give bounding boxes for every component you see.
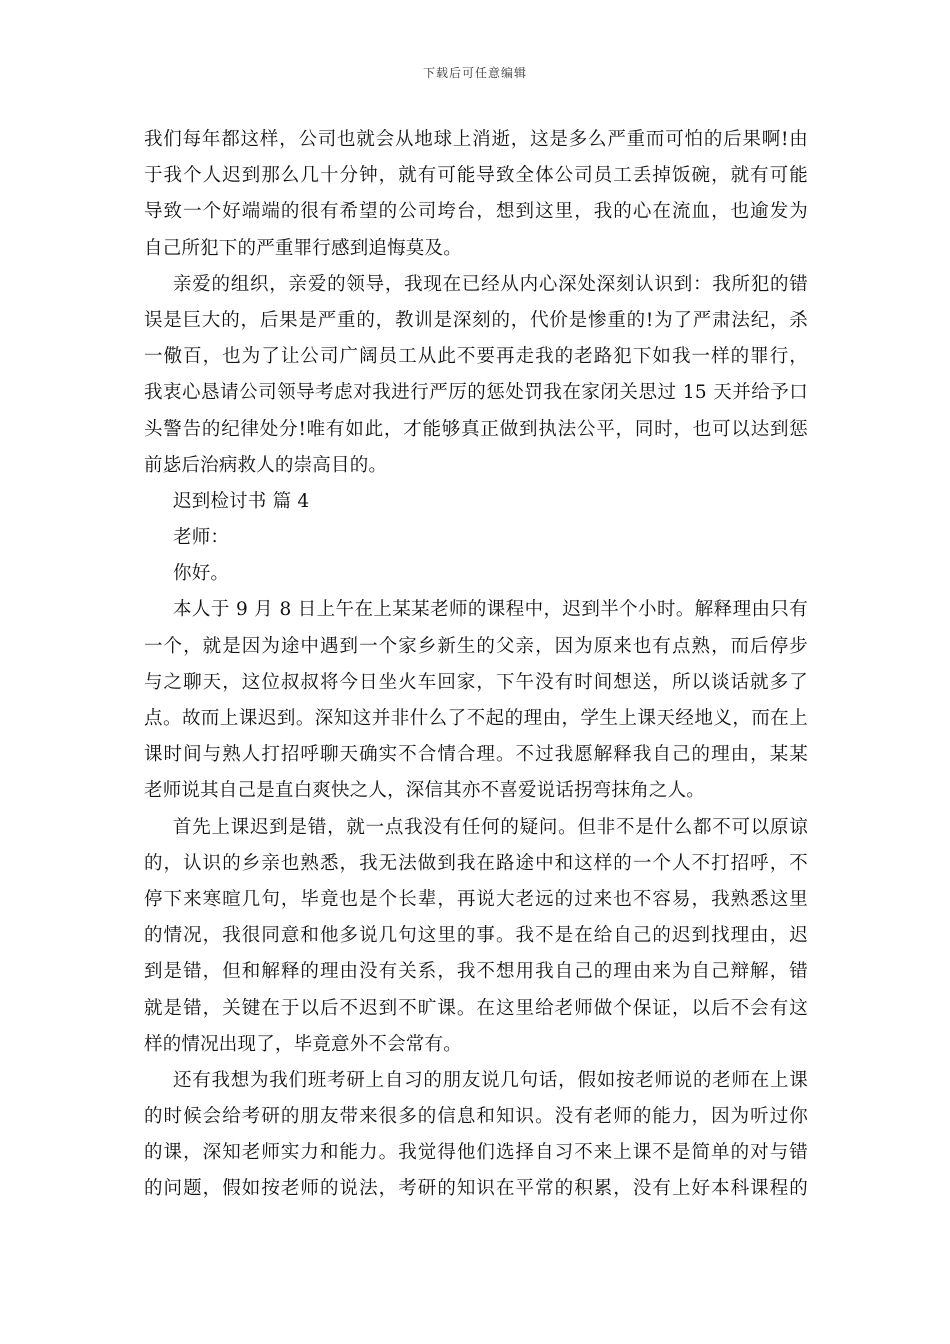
text-line: 与之聊天，这位叔叔将今日坐火车回家，下午没有时间想送，所以谈话就多了	[144, 671, 808, 693]
text-line: 课时间与熟人打招呼聊天确实不合情合理。不过我愿解释我自己的理由，某某	[144, 744, 808, 766]
text-line: 老师说其自己是直白爽快之人，深信其亦不喜爱说话拐弯抹角之人。	[144, 780, 706, 802]
text-line: 的时候会给考研的朋友带来很多的信息和知识。没有老师的能力，因为听过你	[144, 1106, 808, 1128]
paragraph	[144, 592, 808, 809]
greeting	[144, 556, 808, 592]
text-line: 的问题，假如按老师的说法，考研的知识在平常的积累，没有上好本科课程的	[144, 1178, 808, 1200]
text-line: 就是错，关键在于以后不迟到不旷课。在这里给老师做个保证，以后不会有这	[144, 997, 808, 1019]
section-title-text: 迟到检讨书 篇 4	[173, 490, 310, 512]
document-body	[144, 122, 808, 1208]
paragraph	[144, 810, 808, 1063]
section-title	[144, 484, 808, 520]
text-line: 样的情况出现了，毕竟意外不会常有。	[144, 1033, 462, 1055]
text-line: 我们每年都这样，公司也就会从地球上消逝，这是多么严重而可怕的后果啊!由	[144, 129, 808, 150]
greeting-text: 你好。	[173, 563, 230, 585]
text-line: 的课，深知老师实力和能力。我觉得他们选择自习不来上课不是简单的对与错	[144, 1142, 808, 1164]
text-line: 于我个人迟到那么几十分钟，就有可能导致全体公司员工丢掉饭碗，就有可能	[144, 165, 808, 187]
text-line: 头警告的纪律处分!唯有如此，才能够真正做到执法公平，同时，也可以达到惩	[144, 418, 808, 440]
text-line: 我衷心恳请公司领导考虑对我进行严厉的惩处罚我在家闭关思过 15 天并给予口	[144, 382, 808, 404]
text-line: 一儆百，也为了让公司广阔员工从此不要再走我的老路犯下如我一样的罪行，	[144, 346, 808, 368]
salutation	[144, 520, 808, 556]
page-header: 下载后可任意编辑	[422, 66, 527, 80]
text-line: 亲爱的组织，亲爱的领导，我现在已经从内心深处深刻认识到：我所犯的错	[173, 273, 808, 295]
paragraph	[144, 122, 808, 267]
text-line: 到是错，但和解释的理由没有关系，我不想用我自己的理由来为自己辩解，错	[144, 961, 808, 983]
text-line: 自己所犯下的严重罪行感到追悔莫及。	[144, 237, 462, 259]
text-line: 一个，就是因为途中遇到一个家乡新生的父亲，因为原来也有点熟，而后停步	[144, 635, 808, 657]
text-line: 的，认识的乡亲也熟悉，我无法做到我在路途中和这样的一个人不打招呼，不	[144, 852, 808, 874]
paragraph	[144, 267, 808, 484]
text-line: 导致一个好端端的很有希望的公司垮台，想到这里，我的心在流血，也逾发为	[144, 201, 808, 223]
text-line: 本人于 9 月 8 日上午在上某某老师的课程中，迟到半个小时。解释理由只有	[173, 599, 808, 621]
text-line: 停下来寒暄几句，毕竟也是个长辈，再说大老远的过来也不容易，我熟悉这里	[144, 888, 808, 910]
text-line: 误是巨大的，后果是严重的，教训是深刻的，代价是惨重的!为了严肃法纪，杀	[144, 309, 808, 331]
text-line: 前毖后治病救人的崇高目的。	[144, 454, 388, 476]
text-line: 点。故而上课迟到。深知这并非什么了不起的理由，学生上课天经地义，而在上	[144, 708, 808, 729]
salutation-text: 老师：	[173, 527, 230, 549]
text-line: 的情况，我很同意和他多说几句这里的事。我不是在给自己的迟到找理由，迟	[144, 925, 808, 947]
paragraph	[144, 1063, 808, 1208]
text-line: 首先上课迟到是错，就一点我没有任何的疑问。但非不是什么都不可以原谅	[173, 816, 808, 838]
text-line: 还有我想为我们班考研上自习的朋友说几句话，假如按老师说的老师在上课	[173, 1069, 808, 1091]
